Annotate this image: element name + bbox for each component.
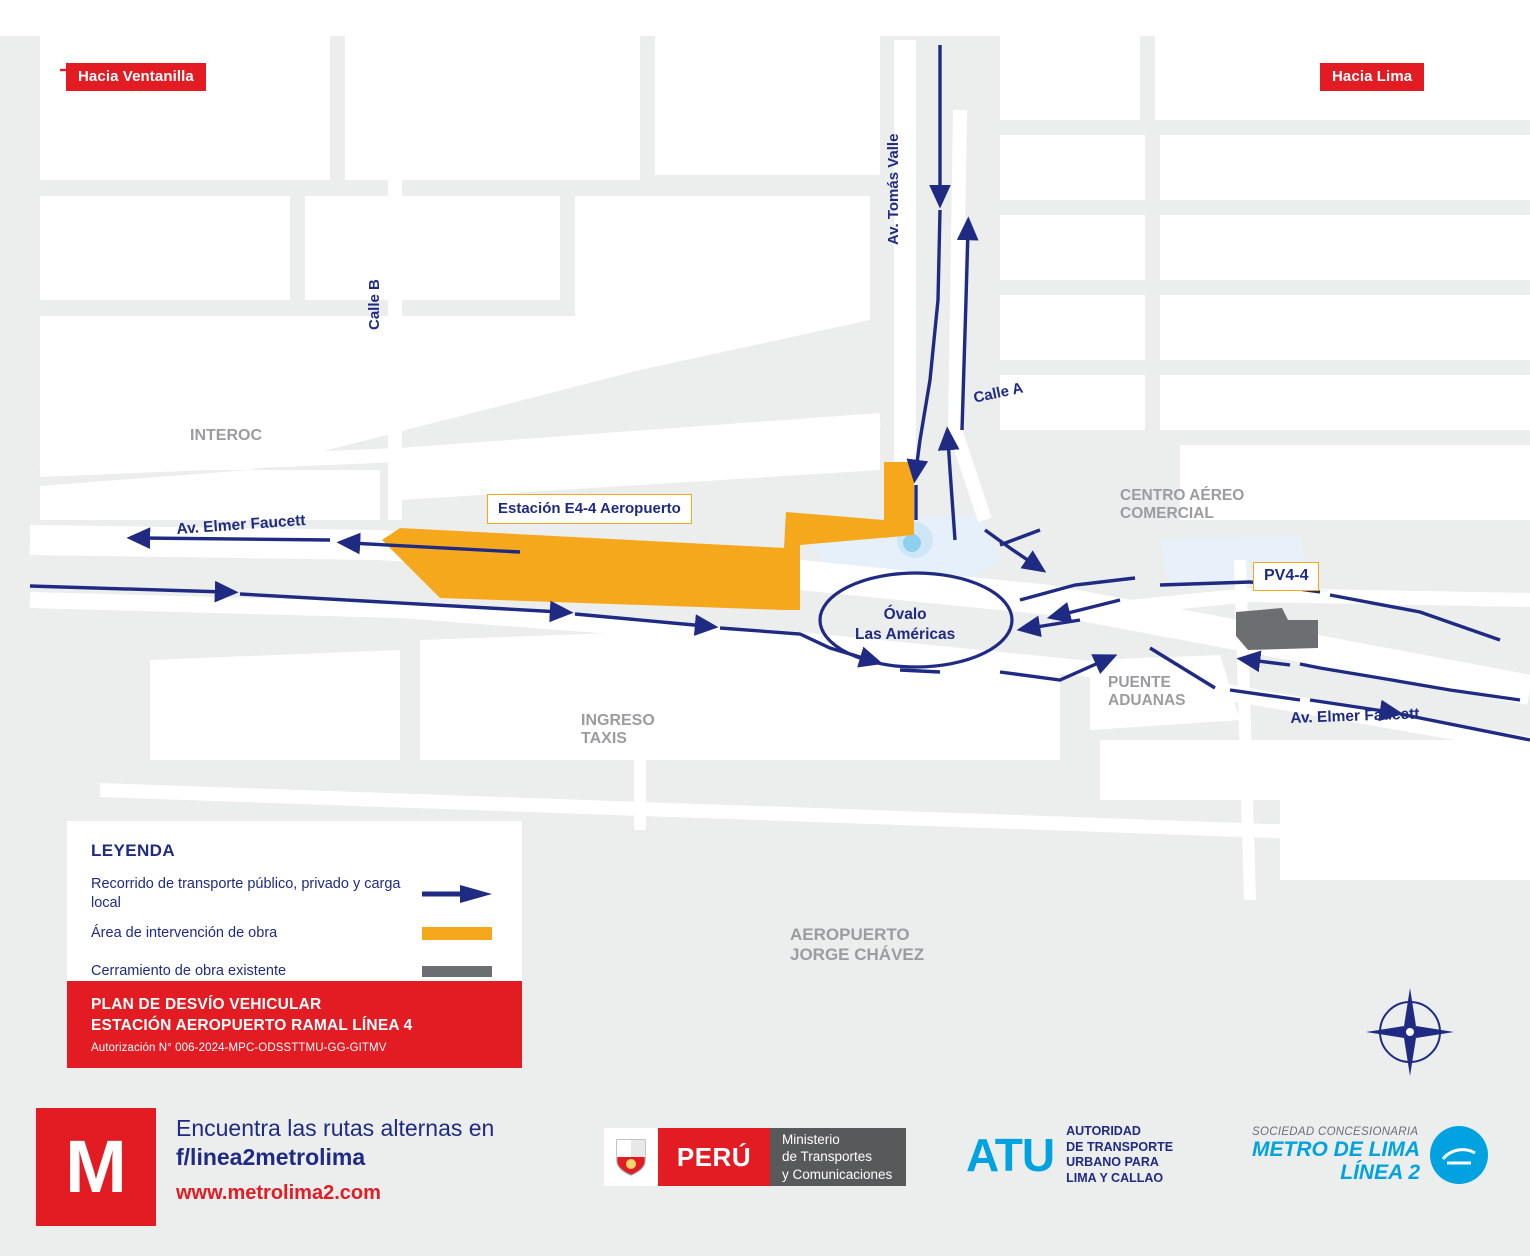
callout-pv4-4: [1253, 562, 1319, 591]
mtc-line2: de Transportes: [782, 1149, 873, 1165]
metro-line2: LÍNEA 2: [1340, 1161, 1420, 1185]
puente-aduanas-line1: PUENTE: [1108, 674, 1171, 691]
legend-swatch-grey: [422, 966, 500, 977]
puente-aduanas-line2: ADUANAS: [1108, 691, 1186, 709]
area-label-centro-aereo: [1120, 487, 1244, 523]
peru-wordmark: PERÚ: [658, 1128, 770, 1186]
area-label-aeropuerto: [790, 925, 924, 964]
train-glyph-icon: [1441, 1143, 1477, 1167]
faucett-right-text: Av. Elmer Faucett: [1290, 705, 1420, 727]
footer-cta-line1: Encuentra las rutas alternas en: [176, 1115, 495, 1141]
street-label-calle-b: [366, 279, 383, 330]
metro-brand-wrap: [1252, 1126, 1488, 1184]
legend-swatch-arrow: [422, 882, 500, 906]
atu-logo-icon: ATU: [966, 1129, 1055, 1182]
area-label-ingreso-taxis: [581, 712, 655, 749]
street-label-av-tomas-valle: [885, 134, 902, 245]
centro-aereo-line2: COMERCIAL: [1120, 504, 1214, 522]
area-label-puente-aduanas: [1108, 674, 1186, 710]
brand-mtc: [604, 1128, 906, 1186]
aeropuerto-line2: JORGE CHÁVEZ: [790, 944, 925, 964]
grey-bar-icon: [422, 966, 492, 977]
calle-a-text: Calle A: [972, 379, 1025, 407]
legend-swatch-orange: [422, 927, 500, 940]
ingreso-taxis-line2: TAXIS: [581, 730, 627, 748]
brand-atu: [966, 1124, 1173, 1187]
plan-title-line1: PLAN DE DESVÍO VEHICULAR: [91, 996, 322, 1013]
area-label-interoc: [190, 427, 262, 445]
legend-item-intervention: [91, 917, 500, 951]
route-arrow-icon: [422, 882, 494, 906]
mtc-line1: Ministerio: [782, 1132, 840, 1148]
metro-line1: METRO DE LIMA: [1252, 1138, 1420, 1161]
av-tomas-valle-text: Av. Tomás Valle: [885, 133, 902, 245]
legend-label-intervention: Área de intervención de obra: [91, 925, 278, 942]
existing-closure: [1236, 608, 1318, 650]
atu-line4: LIMA Y CALLAO: [1066, 1170, 1164, 1185]
orange-bar-icon: [422, 927, 492, 940]
metro-train-icon: [1430, 1126, 1488, 1184]
legend-panel: [67, 821, 522, 1007]
plan-title-line2: ESTACIÓN AEROPUERTO RAMAL LÍNEA 4: [91, 1016, 413, 1034]
pv-callout-text: PV4-4: [1264, 567, 1309, 584]
metro-text-block: [1252, 1126, 1420, 1184]
direction-badge-ventanilla: Hacia Ventanilla: [66, 63, 206, 91]
peru-shield-icon: [604, 1128, 658, 1186]
m-logo-letter: M: [65, 1125, 127, 1208]
footer-cta: [176, 1115, 494, 1205]
calle-b-text: Calle B: [366, 279, 383, 330]
ingreso-taxis-line1: INGRESO: [581, 712, 655, 729]
callout-estacion-e4-4: [487, 494, 692, 524]
interoc-text: INTEROC: [190, 427, 262, 444]
legend-item-route: [91, 875, 500, 913]
footer-facebook-handle[interactable]: f/linea2metrolima: [176, 1144, 366, 1170]
compass-rose: [1356, 978, 1464, 1086]
metro-m-logo: [36, 1108, 156, 1226]
legend-label-route: Recorrido de transporte público, privado y carga local: [91, 876, 401, 911]
coat-of-arms-icon: [614, 1137, 648, 1177]
centro-aereo-line1: CENTRO AÉREO: [1120, 487, 1245, 504]
faucett-left-text: Av. Elmer Faucett: [176, 511, 307, 538]
brand-metro-lima: [1252, 1126, 1488, 1184]
footer-website[interactable]: www.metrolima2.com: [176, 1182, 381, 1204]
direction-badge-lima: Hacia Lima: [1320, 63, 1424, 91]
atu-line2: DE TRANSPORTE: [1066, 1139, 1174, 1154]
plan-authorization: Autorización N° 006-2024-MPC-ODSSTTMU-GG-GITMV: [91, 1041, 387, 1054]
mtc-wordmark: [770, 1128, 906, 1186]
estacion-callout-text: Estación E4-4 Aeropuerto: [498, 500, 681, 517]
ovalo-line2: Las Américas: [855, 626, 956, 644]
legend-title: LEYENDA: [91, 841, 176, 860]
ovalo-label: [855, 605, 955, 645]
aeropuerto-line1: AEROPUERTO: [790, 925, 910, 944]
atu-line3: URBANO PARA: [1066, 1155, 1159, 1170]
metro-concession-line: SOCIEDAD CONCESIONARIA: [1252, 1126, 1419, 1138]
atu-wordmark: [1066, 1124, 1173, 1187]
legend-label-closure: Cerramiento de obra existente: [91, 963, 287, 980]
ovalo-line1: Óvalo: [883, 606, 927, 623]
mtc-line3: y Comunicaciones: [782, 1166, 893, 1182]
title-block: [67, 981, 522, 1068]
atu-line1: AUTORIDAD: [1066, 1124, 1141, 1138]
